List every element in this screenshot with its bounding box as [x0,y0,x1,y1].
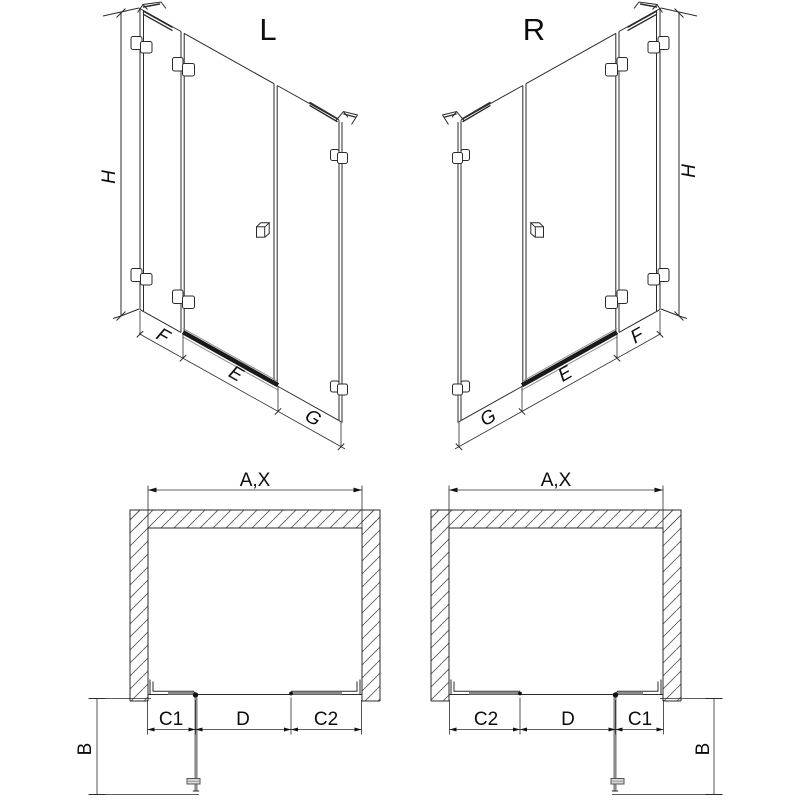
plan-seg-c1-left: C1 [158,709,184,730]
height-dim-label-left: H [99,170,120,184]
plan-depth-label-left: B [75,742,96,756]
plan-seg-d-right: D [561,709,575,730]
plan-width-label-right: A,X [540,470,572,491]
plan-seg-c1-right: C1 [627,709,653,730]
width-dim-g-right: G [476,405,500,431]
width-dim-f-right: F [627,324,648,349]
variant-label-right: R [522,12,546,47]
wall-hatching [130,510,681,701]
plan-seg-c2-left: C2 [313,709,339,730]
plan-width-label-left: A,X [239,470,271,491]
plan-seg-d-left: D [236,709,250,730]
variant-label-left: L [259,12,277,47]
width-dim-f-left: F [152,324,173,349]
height-dim-label-right: H [679,164,700,178]
width-dim-e-right: E [554,361,576,387]
plan-depth-label-right: B [693,742,714,756]
width-dim-g-left: G [301,405,325,431]
width-dim-e-left: E [225,361,247,387]
plan-seg-c2-right: C2 [473,709,499,730]
